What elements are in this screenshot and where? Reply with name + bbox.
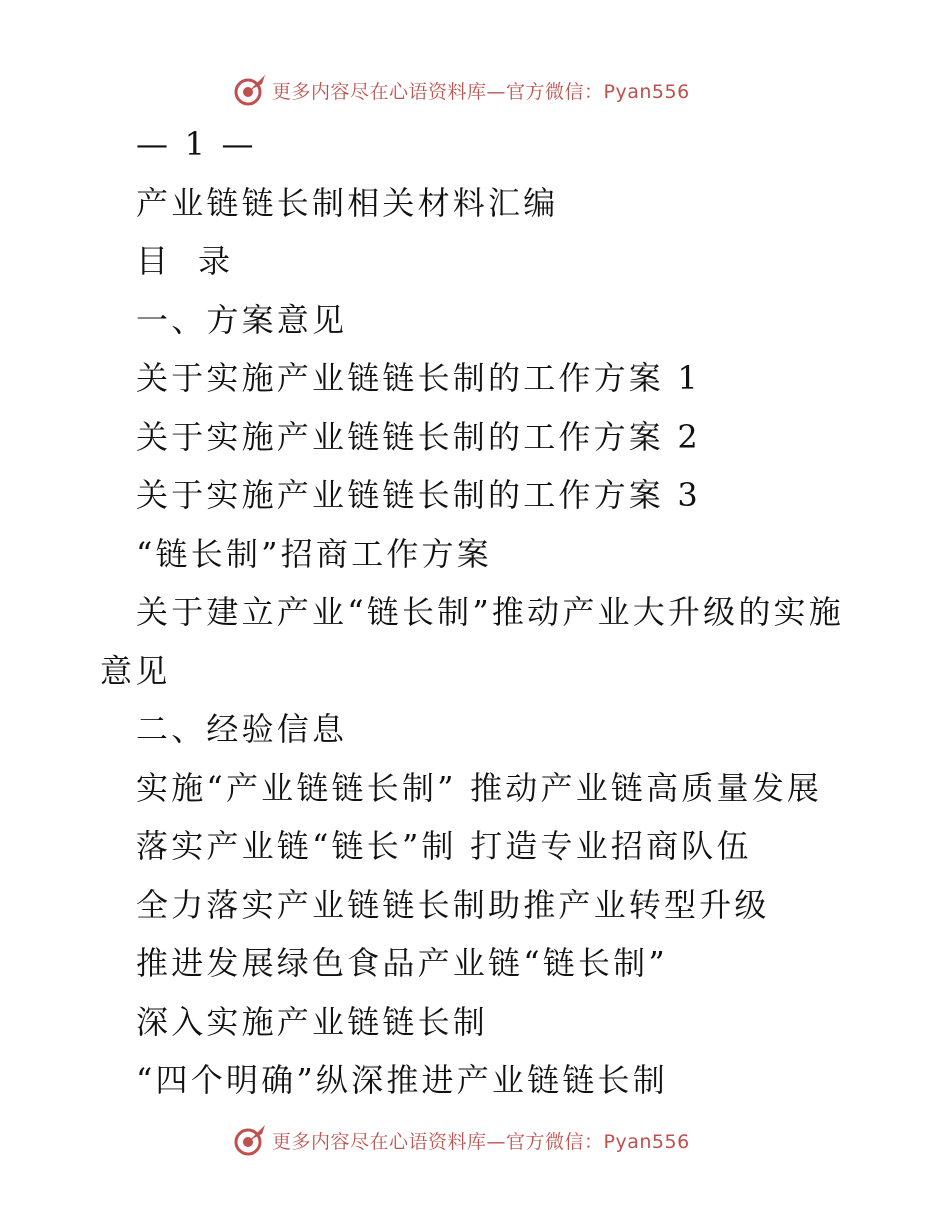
toc-section-heading: 一、方案意见	[136, 300, 348, 339]
watermark-text: 更多内容尽在心语资料库—官方微信：Pyan556	[272, 80, 690, 103]
watermark-text: 更多内容尽在心语资料库—官方微信：Pyan556	[272, 1130, 690, 1153]
toc-item: 实施“产业链链长制” 推动产业链高质量发展	[136, 768, 823, 807]
toc-item: 落实产业链“链长”制 打造专业招商队伍	[136, 827, 752, 865]
toc-item: 全力落实产业链链长制助推产业转型升级	[136, 885, 770, 924]
toc-heading: 目 录	[136, 242, 234, 280]
quill-logo-icon	[232, 1122, 268, 1158]
toc-item: 关于建立产业“链长制”推动产业大升级的实施意见	[100, 593, 844, 690]
watermark-footer	[232, 1120, 690, 1160]
document-body	[100, 115, 860, 1110]
quill-logo-icon	[232, 72, 268, 108]
toc-item: “四个明确”纵深推进产业链链长制	[136, 1061, 668, 1099]
toc-item: 关于实施产业链链长制的工作方案 1	[136, 359, 701, 397]
toc-item: “链长制”招商工作方案	[136, 534, 492, 573]
toc-section-heading: 二、经验信息	[136, 710, 348, 748]
page-number: — 1 —	[136, 125, 257, 163]
watermark-header	[232, 70, 690, 110]
toc-item: 关于实施产业链链长制的工作方案 2	[136, 417, 701, 456]
toc-item: 深入实施产业链链长制	[136, 1002, 489, 1041]
document-title: 产业链链长制相关材料汇编	[136, 183, 559, 222]
toc-item: 推进发展绿色食品产业链“链长制”	[136, 944, 668, 982]
toc-item: 关于实施产业链链长制的工作方案 3	[136, 476, 701, 514]
